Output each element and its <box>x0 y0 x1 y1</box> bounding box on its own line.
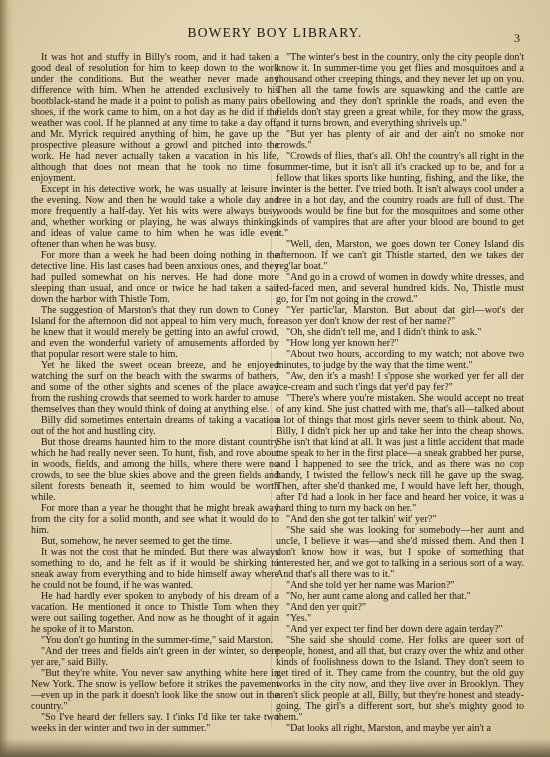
paragraph: "She said she should come. Her folks are queer sort of people, honest, and all that, but crazy over the whiz and other kinds of foolishness down to the Island. They don't seem to get tired of it. They came from the country, but the old guy works in the city now, and they live over in Brooklyn. They aren't slick people at all, Billy, but they're honest and steady-going. The girl's a different sort, but she's mighty good to them." <box>276 635 524 723</box>
paragraph: He had hardly ever spoken to anybody of his dream of a vacation. He mentioned it once to Thistle Tom when they were out sailing together. And now as he thought of it again he spoke of it to Marston. <box>31 591 279 635</box>
paragraph: Yet he liked the sweet ocean breeze, and he enjoyed watching the surf on the beach with the swarms of bathers, and some of the other sights and scenes of the place away from the rushing crowds that seemed to work harder to amuse themselves than they would think of doing at anything else. <box>31 360 279 415</box>
page-number: 3 <box>514 31 520 45</box>
running-title: BOWERY BOY LIBRARY. <box>187 25 363 40</box>
paragraph: "And yer expect ter find her down dere again terday?" <box>286 624 503 635</box>
paragraph: Billy did sometimes entertain dreams of taking a vacation out of the hot and hustling city. <box>31 415 279 437</box>
paragraph: "About two hours, according to my watch; not above two minutes, to judge by the way that the time went." <box>276 349 524 371</box>
paragraph: "So I've heard der fellers say. I t'inks I'd like ter take two weeks in der winter and two in der summer." <box>31 712 279 734</box>
paragraph: For more than a year he thought that he might break away from the city for a solid month, and see what it would do to him. <box>31 503 279 536</box>
paragraph: "The winter's best in the country, only the city people don't know it. In summer-time you get flies and mosquitoes and a thousand other creeping things, and they never let up on you. Then all the tame fowls are squawking and the cattle are bellowing and they don't sprinkle the roads, and even the fields don't stay green a great while, for they mow the grass, and it turns brown, and everything shrivels up." <box>276 52 524 129</box>
paragraph: "But they're white. You never saw anything white here in New York. The snow is yellow before it strikes the pavement—even up in the park it doesn't look like the snow out in the country." <box>31 668 279 712</box>
paragraph: "You don't go hunting in the summer-time," said Marston. <box>41 635 274 646</box>
paragraph: "No, her aunt came along and called her that." <box>286 591 471 602</box>
paragraph: It was not the cost that he minded. But there was always something to do, and he felt as if it would be shirking to sneak away from everything and to hide himself away where he could not be found, if he was wanted. <box>31 547 279 591</box>
paragraph: "Well, den, Marston, we goes down ter Coney Island dis afternoon. If we can't git Thistle started, den we takes der reg'lar boat." <box>276 239 524 272</box>
page-header <box>0 25 550 49</box>
paragraph: "Dat looks all right, Marston, and maybe yer ain't a <box>286 723 491 734</box>
paragraph: "There's where you're mistaken. She would accept no treat of any kind. She just chatted with me, that's all—talked about a lot of things that most girls never seem to think about. No, Billy, I didn't pick her up and take her into the cheap shows. She isn't that kind at all. It was just a little accident that made me speak to her in the first place—a sneak grabbed her purse, and I happened to see the trick, and as there was no cop handy, I twisted the fellow's neck till he gave up the swag. Then, after she'd thanked me, I would have left her, though, after I'd had a look in her face and heard her voice, it was a hard thing to turn my back on her." <box>276 393 524 514</box>
paragraph: "And go in a crowd of women in dowdy white dresses, and red-faced men, and several hundred kids. No, Thistle must go, for I'm not going in the crowd." <box>276 272 524 305</box>
page-edge-shadow <box>0 0 14 757</box>
paragraph: "Yer partic'lar, Marston. But about dat girl—wot's der reason yer don't know der rest of her name?" <box>276 305 524 327</box>
paragraph: "How long yer known her?" <box>286 338 399 349</box>
paragraph: "And she told yer her name was Marion?" <box>286 580 455 591</box>
paragraph: For more than a week he had been doing nothing in the detective line. His last cases had been anxious ones, and they had pulled somewhat on his nerves. He had done more sleeping than usual, and once or twice he had taken a sail down the harbor with Thistle Tom. <box>31 250 279 305</box>
paragraph: "But yer has plenty of air and der ain't no smoke nor crowds." <box>276 129 524 151</box>
paragraph: "Yes." <box>286 613 312 624</box>
paragraph: Except in his detective work, he was usually at leisure in the evening. Now and then he would take a whole day and more frequently a half-day. Yet his wits were always busy, and, whether working or playing, he was always thinking, and ideas of value came to him when he was idle even oftener than when he was busy. <box>31 184 279 250</box>
left-text-column <box>31 52 279 737</box>
paragraph: "Oh, she didn't tell me, and I didn't think to ask." <box>286 327 482 338</box>
paragraph: But those dreams haunted him to the more distant country which he had really never seen. To hunt, fish, and rove about in woods, fields, and among the hills, where there were no crowds, to see the blue skies above and the green fields and silent forests beneath it, seemed to him would be worth while. <box>31 437 279 503</box>
page-bottom-shadow <box>0 739 550 757</box>
paragraph: "And der trees and fields ain't green in der winter, so dere yer are," said Billy. <box>31 646 279 668</box>
paragraph: But, somehow, he never seemed to get the time. <box>41 536 233 547</box>
right-text-column <box>276 52 524 737</box>
paragraph: "Aw, den it's a mash! I s'ppose she worked yer fer all der ice-cream and such t'ings dat yer'd pay fer?" <box>276 371 524 393</box>
paragraph: The suggestion of Marston's that they run down to Coney Island for the afternoon did not appeal to him very much, for he knew that it would merely be getting into an awful crowd, and even the wonderful variety of amusements afforded by that popular resort were stale to him. <box>31 305 279 360</box>
paragraph: "And den yer quit?" <box>286 602 367 613</box>
paragraph: "And den she got ter talkin' wit' yer?" <box>286 514 437 525</box>
paragraph: It was hot and stuffy in Billy's room, and it had taken a good deal of resolution for him to keep down to the work under the conditions. But the weather never made any difference with him. When he attended exclusively to his bootblack-stand he made it a point to polish as many pairs of shoes, if the work came to him, on a hot day as he did if the weather was cool. If he planned at any time to take a day off, and Mr. Myrick required anything of him, he gave up the prospective pleasure without a growl and pitched into the work. He had never actually taken a vacation in his life, although that does not mean that he took no time for enjoyment. <box>31 52 279 184</box>
paragraph: "Crowds of flies, that's all. Oh! the country's all right in the summer-time, but it isn't all it's cracked up to be, and for a fellow that likes sports like hunting, fishing, and the like, the winter is the better. I've tried both. It isn't always cool under a tree in a hot day, and the country roads are full of dust. The woods would be fine but for the mosquitoes and some other kinds of vampires that are after your blood are bound to get it." <box>276 151 524 239</box>
column-gutter <box>271 52 272 727</box>
paragraph: "She said she was looking for somebody—her aunt and uncle, I believe it was—and she'd missed them. And then I don't know how it was, but I spoke of something that interested her, and we got to talking in a serious sort of a way. And that's all there was to it." <box>276 525 524 580</box>
